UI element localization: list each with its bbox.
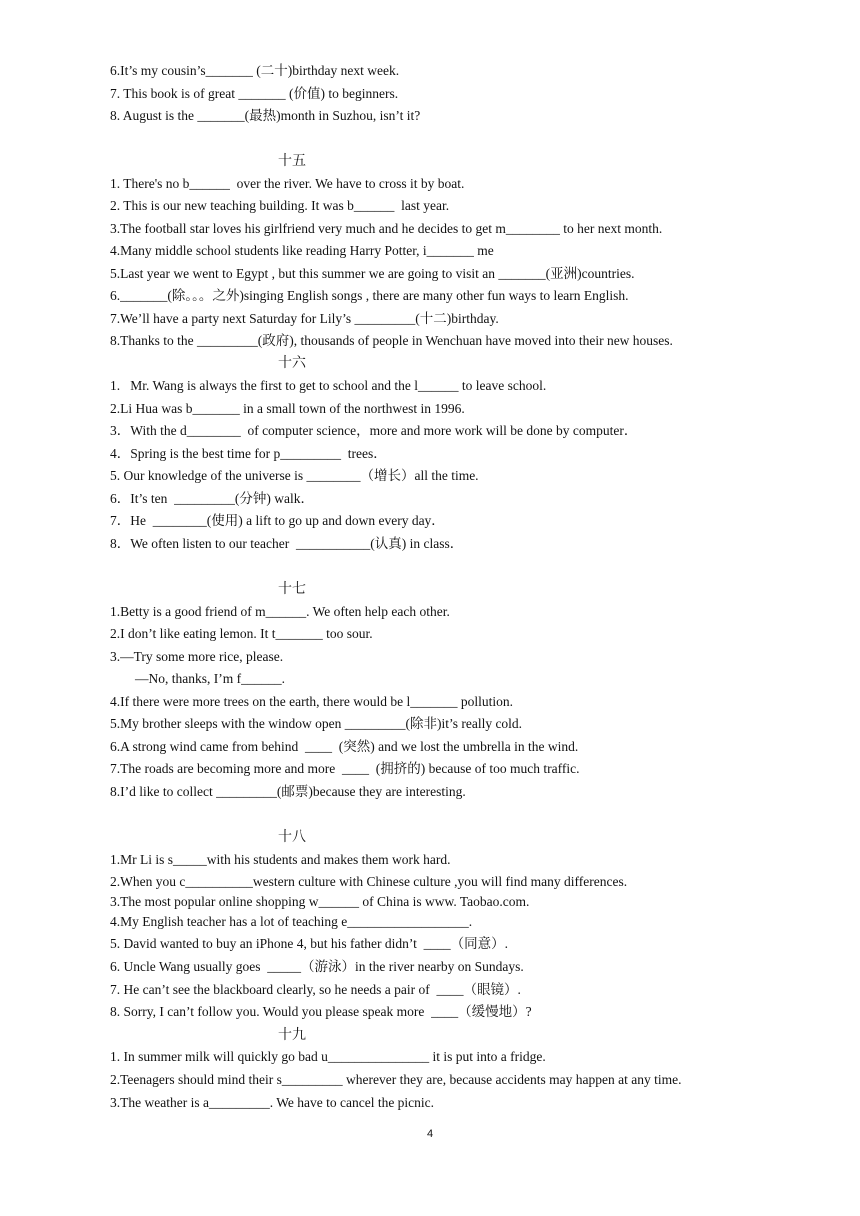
question-line: 6.A strong wind came from behind ____ (突然) and we lost the umbrella in the wind.: [110, 739, 579, 754]
question-line: 7. This book is of great _______ (价值) to beginners.: [110, 86, 399, 101]
question-line: 8. August is the _______(最热)month in Suzhou, isn’t it?: [110, 108, 421, 123]
question-line: 1.Betty is a good friend of m______. We often help each other.: [110, 604, 450, 619]
question-line: 4.My English teacher has a lot of teaching e__________________.: [110, 914, 473, 929]
question-line: 2.When you c__________western culture with Chinese culture ,you will find many differences.: [110, 874, 628, 889]
question-line: 2. This is our new teaching building. It was b______ last year.: [110, 198, 450, 213]
question-line: 5.Last year we went to Egypt , but this summer we are going to visit an _______(亚洲)countries.: [110, 266, 635, 281]
question-line: 3．With the d________ of computer science，more and more work will be done by computer．: [110, 423, 638, 438]
question-line: 3.—Try some more rice, please.: [110, 649, 284, 664]
section-heading: 十六: [278, 355, 306, 371]
page-number: 4: [426, 1128, 434, 1140]
section-heading: 十五: [278, 153, 306, 169]
question-line: 7. He can’t see the blackboard clearly, so he needs a pair of ____（眼镜）.: [110, 982, 521, 997]
question-line: 2.Li Hua was b_______ in a small town of the northwest in 1996.: [110, 401, 465, 416]
question-line: 8．We often listen to our teacher ___________(认真) in class．: [110, 536, 464, 551]
question-line: 8.Thanks to the _________(政府), thousands of people in Wenchuan have moved into their new houses.: [110, 333, 673, 348]
question-line: 2.I don’t like eating lemon. It t_______ too sour.: [110, 626, 373, 641]
question-line: 2.Teenagers should mind their s_________ wherever they are, because accidents may happen at any time.: [110, 1072, 682, 1087]
question-line: 5. Our knowledge of the universe is ________（增长）all the time.: [110, 468, 479, 483]
question-line: 8.I’d like to collect _________(邮票)because they are interesting.: [110, 784, 466, 799]
question-line: 1.Mr Li is s_____with his students and makes them work hard.: [110, 852, 451, 867]
question-line: 5. David wanted to buy an iPhone 4, but his father didn’t ____（同意）.: [110, 936, 508, 951]
question-line: 6. Uncle Wang usually goes _____（游泳）in the river nearby on Sundays.: [110, 959, 524, 974]
question-line: 7.The roads are becoming more and more ____ (拥挤的) because of too much traffic.: [110, 761, 580, 776]
question-line: 6．It’s ten _________(分钟) walk．: [110, 491, 314, 506]
question-line: 3.The weather is a_________. We have to cancel the picnic.: [110, 1095, 435, 1110]
question-line: 7.We’ll have a party next Saturday for Lily’s _________(十二)birthday.: [110, 311, 499, 326]
question-line: 4．Spring is the best time for p_________ trees．: [110, 446, 387, 461]
question-line: 6._______(除。。。之外)singing English songs , there are many other fun ways to learn English.: [110, 288, 629, 303]
question-line: 5.My brother sleeps with the window open _________(除非)it’s really cold.: [110, 716, 523, 731]
question-line: 1. Mr. Wang is always the first to get to school and the l______ to leave school.: [110, 378, 547, 393]
question-line: 1. There's no b______ over the river. We have to cross it by boat.: [110, 176, 465, 191]
section-heading: 十七: [278, 581, 306, 597]
question-line: 7．He ________(使用) a lift to go up and down every day．: [110, 513, 445, 528]
question-line: 4.Many middle school students like reading Harry Potter, i_______ me: [110, 243, 494, 258]
section-heading: 十九: [278, 1027, 306, 1043]
question-line: 3.The football star loves his girlfriend very much and he decides to get m________ to her next month.: [110, 221, 663, 236]
question-line: 1. In summer milk will quickly go bad u_______________ it is put into a fridge.: [110, 1049, 546, 1064]
section-heading: 十八: [278, 829, 306, 845]
question-line: 6.It’s my cousin’s_______ (二十)birthday next week.: [110, 63, 400, 78]
question-line: 4.If there were more trees on the earth, there would be l_______ pollution.: [110, 694, 513, 709]
answer-line: —No, thanks, I’m f______.: [135, 671, 285, 686]
question-line: 3.The most popular online shopping w______ of China is www. Taobao.com.: [110, 894, 530, 909]
question-line: 8. Sorry, I can’t follow you. Would you please speak more ____（缓慢地）?: [110, 1004, 532, 1019]
